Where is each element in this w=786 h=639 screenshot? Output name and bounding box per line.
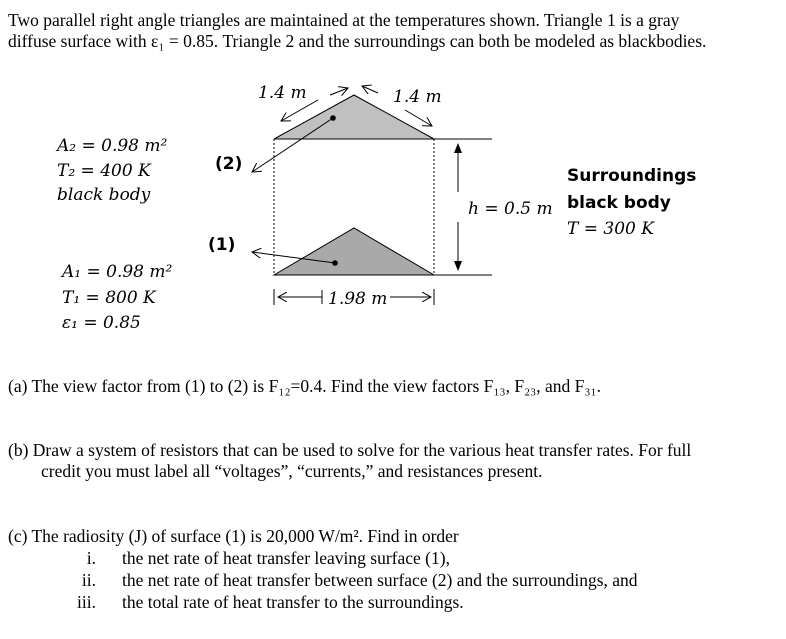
dim-arrow-top-right: [405, 110, 432, 126]
surface-2-type: black body: [57, 185, 151, 205]
surface-1-area: A₁ = 0.98 m²: [62, 262, 173, 282]
surface-1-temperature: T₁ = 800 K: [62, 288, 156, 308]
surroundings-type: black body: [567, 193, 671, 213]
intro-line-2: diffuse surface with ε₁ = 0.85. Triangle 2 and the surroundings can both be modeled as blackbodies.: [8, 31, 707, 51]
surface-1-emissivity: ε₁ = 0.85: [62, 313, 141, 333]
surroundings-title: Surroundings: [567, 166, 697, 186]
dim-label-top-right: 1.4 m: [393, 87, 442, 107]
question-b: [8, 440, 780, 482]
c-item-text-2: the net rate of heat transfer between surface (2) and the surroundings, and: [122, 570, 638, 590]
surface-2-area: A₂ = 0.98 m²: [57, 136, 168, 156]
triangle-surface-1: [274, 228, 434, 275]
dim-label-bottom: 1.98 m: [328, 289, 388, 309]
question-b-line-1: (b) Draw a system of resistors that can be used to solve for the various heat transfer rates. For full: [8, 440, 692, 460]
c-item-num-3: iii.: [77, 592, 96, 612]
question-c: (c) The radiosity (J) of surface (1) is 20,000 W/m². Find in order: [8, 526, 459, 546]
dim-label-top-left: 1.4 m: [258, 83, 307, 103]
dim-arrow-top-right-apex: [362, 86, 378, 93]
c-item-text-1: the net rate of heat transfer leaving surface (1),: [122, 548, 450, 568]
intro-line-1: Two parallel right angle triangles are maintained at the temperatures shown. Triangle 1 is a gray: [8, 10, 680, 30]
leader-surface-2: [252, 118, 333, 172]
c-item-text-3: the total rate of heat transfer to the surroundings.: [122, 592, 464, 612]
leader-dot-2: [330, 115, 336, 121]
surface-2-temperature: T₂ = 400 K: [57, 161, 151, 181]
c-item-num-2: ii.: [81, 570, 96, 590]
question-a: (a) The view factor from (1) to (2) is F₁₂=0.4. Find the view factors F₁₃, F₂₃, and F₃₁.: [8, 376, 601, 396]
question-b-line-2: credit you must label all “voltages”, “currents,” and resistances present.: [41, 461, 543, 481]
leader-dot-1: [332, 260, 338, 266]
dim-label-height: h = 0.5 m: [468, 199, 553, 219]
c-item-num-1: i.: [86, 548, 96, 568]
surroundings-temperature: T = 300 K: [567, 219, 654, 239]
surface-1-label: (1): [208, 235, 236, 255]
dim-arrow-top-left-apex: [330, 88, 348, 95]
surface-2-label: (2): [215, 154, 243, 174]
